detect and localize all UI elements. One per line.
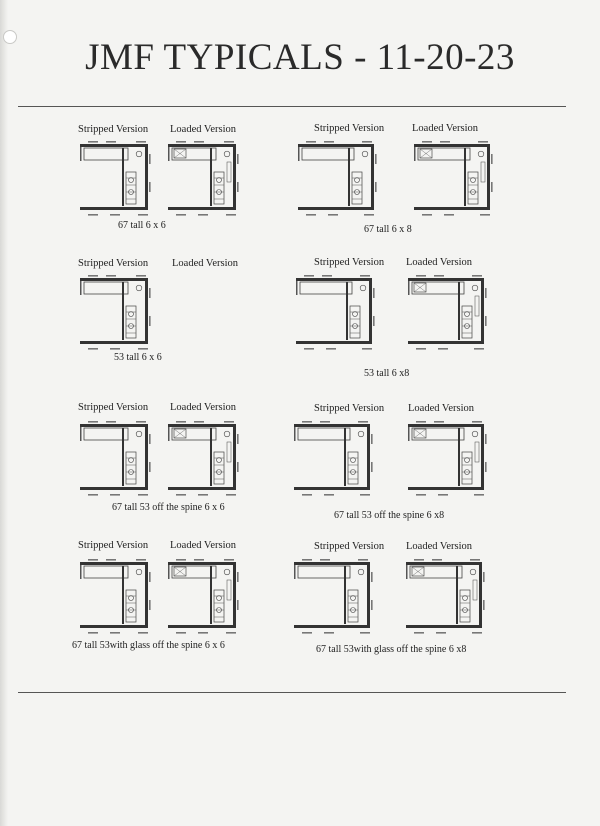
stripped-version-header: Stripped Version: [314, 541, 385, 552]
typical-caption: 53 tall 6 x8: [364, 368, 410, 379]
loaded-floor-plan: [164, 132, 248, 218]
stripped-version-header: Stripped Version: [78, 540, 149, 551]
stripped-version-header: Stripped Version: [78, 124, 149, 135]
stripped-floor-plan: [292, 266, 376, 352]
stripped-version-header: Stripped Version: [314, 403, 385, 414]
stripped-floor-plan: [76, 132, 160, 218]
loaded-floor-plan: [404, 266, 488, 352]
typical-caption: 67 tall 53with glass off the spine 6 x 6: [72, 640, 225, 651]
stripped-floor-plan: [76, 550, 160, 636]
stripped-version-header: Stripped Version: [314, 123, 385, 134]
loaded-version-header: Loaded Version: [406, 257, 472, 268]
typical-caption: 67 tall 6 x 6: [118, 220, 166, 231]
loaded-version-header: Loaded Version: [170, 540, 236, 551]
stripped-floor-plan: [76, 266, 160, 352]
typical-caption: 53 tall 6 x 6: [114, 352, 162, 363]
stripped-version-header: Stripped Version: [78, 258, 149, 269]
typical-caption: 67 tall 53with glass off the spine 6 x8: [316, 644, 467, 655]
typical-caption: 67 tall 53 off the spine 6 x8: [334, 510, 445, 521]
stripped-version-header: Stripped Version: [314, 257, 385, 268]
loaded-floor-plan: [404, 412, 488, 498]
loaded-floor-plan: [164, 550, 248, 636]
loaded-floor-plan: [402, 550, 486, 636]
loaded-floor-plan: [164, 412, 248, 498]
loaded-version-header: Loaded Version: [412, 123, 478, 134]
loaded-version-header: Loaded Version: [406, 541, 472, 552]
scan-edge: [0, 0, 8, 826]
typical-caption: 67 tall 53 off the spine 6 x 6: [112, 502, 225, 513]
loaded-version-header: Loaded Version: [170, 124, 236, 135]
loaded-version-header: Loaded Version: [170, 402, 236, 413]
page-title: JMF TYPICALS - 11-20-23: [85, 37, 515, 78]
stripped-floor-plan: [290, 412, 374, 498]
typical-caption: 67 tall 6 x 8: [364, 224, 412, 235]
bottom-divider: [18, 692, 566, 693]
loaded-version-header: Loaded Version: [408, 403, 474, 414]
loaded-floor-plan: [410, 132, 494, 218]
stripped-floor-plan: [290, 550, 374, 636]
top-divider: [18, 106, 566, 107]
stripped-floor-plan: [76, 412, 160, 498]
stripped-floor-plan: [294, 132, 378, 218]
stripped-version-header: Stripped Version: [78, 402, 149, 413]
loaded-version-header: Loaded Version: [172, 258, 238, 269]
